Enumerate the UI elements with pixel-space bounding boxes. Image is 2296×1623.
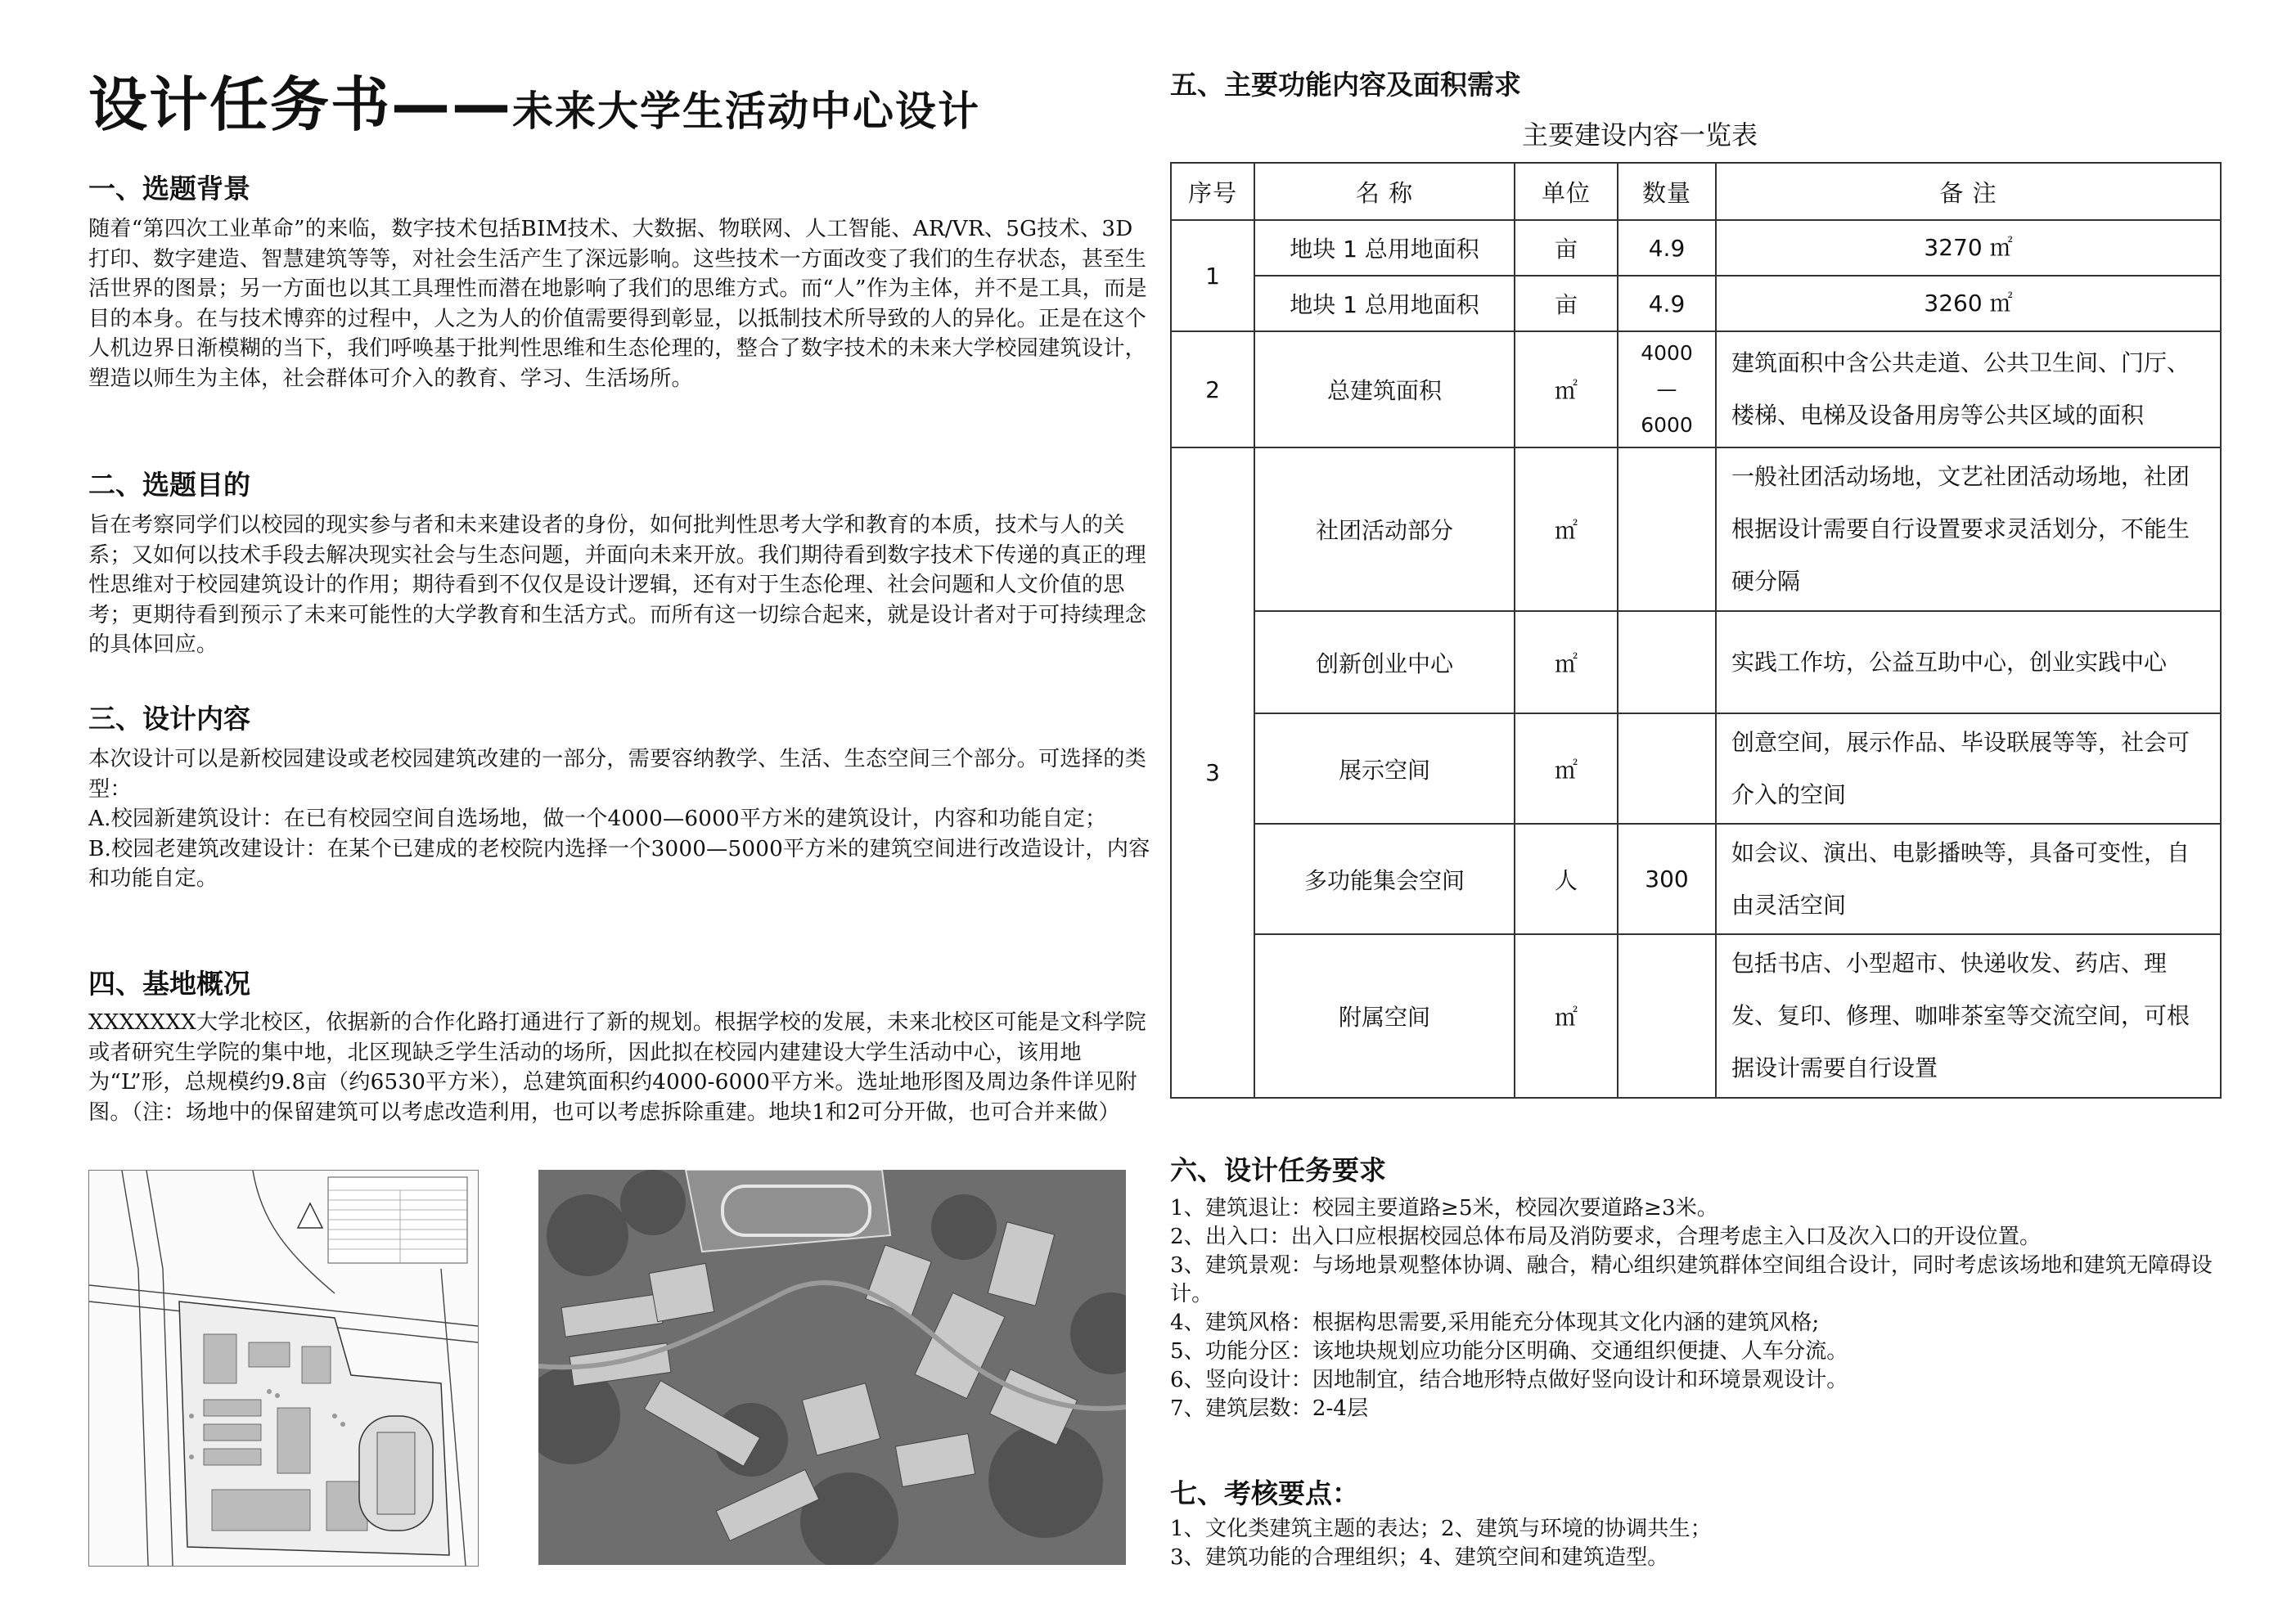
section-3-text [88,744,1152,894]
list-item: 5、功能分区：该地块规划应功能分区明确、交通组织便捷、人车分流。 [1170,1339,1848,1364]
row-unit: 亩 [1515,276,1618,331]
list-item: 3、建筑功能的合理组织；4、建筑空间和建筑造型。 [1170,1545,1669,1570]
row-qty [1618,611,1716,713]
aerial-photo-drawing [538,1170,1126,1565]
site-plan-map [88,1170,479,1567]
table-row [1171,934,2221,1098]
section-7-heading: 七、考核要点： [1170,1477,1359,1509]
row-qty: 300 [1618,824,1716,934]
row-unit: 亩 [1515,220,1618,276]
row-name: 社团活动部分 [1254,447,1515,611]
header-name: 名 称 [1254,163,1515,220]
header-unit: 单位 [1515,163,1618,220]
row-note: 3270 ㎡ [1716,220,2221,276]
title-sub: 未来大学生活动中心设计 [512,88,981,135]
section-3-heading: 三、设计内容 [88,703,250,735]
section-1-heading: 一、选题背景 [88,173,250,205]
title-main: 设计任务书—— [88,70,513,139]
site-plan-drawing [89,1171,478,1566]
row-note: 3260 ㎡ [1716,276,2221,331]
section-2-text [88,510,1152,660]
row-unit: ㎡ [1515,331,1618,447]
row-unit: ㎡ [1515,611,1618,713]
row-name: 展示空间 [1254,713,1515,824]
list-item: 4、建筑风格：根据构思需要,采用能充分体现其文化内涵的建筑风格; [1170,1311,1820,1335]
row-unit: ㎡ [1515,934,1618,1098]
row-no: 1 [1171,220,1254,331]
table-header-row [1171,163,2221,220]
row-no: 3 [1171,447,1254,1098]
section-3-option-a: A.校园新建筑设计：在已有校园空间自选场地，做一个4000—6000平方米的建筑设计，内容和功能自定； [88,807,1107,831]
table-row [1171,220,2221,276]
row-no: 2 [1171,331,1254,447]
row-unit: ㎡ [1515,447,1618,611]
row-name: 多功能集会空间 [1254,824,1515,934]
document-title [88,57,980,142]
list-item: 7、建筑层数：2-4层 [1170,1396,1369,1421]
section-1-paragraph: 随着“第四次工业革命”的来临，数字技术包括BIM技术、大数据、物联网、人工智能、AR/VR、5G技术、3D打印、数字建造、智慧建筑等等，对社会生活产生了深远影响。这些技术一方面改变了我们的生存状态，甚至生活世界的图景；另一方面也以其工具理性而潜在地影响了我们的思维方式。而“人”作为主体，并不是工具，而是目的本身。在与技术博弈的过程中，人之为人的价值需要得到彰显，以抵制技术所导致的人的异化。正是在这个人机边界日渐模糊的当下，我们呼唤基于批判性思维和生态伦理的，整合了数字技术的未来大学校园建筑设计，塑造以师生为主体，社会群体可介入的教育、学习、生活场所。 [88,217,1147,391]
row-note: 如会议、演出、电影播映等，具备可变性，自由灵活空间 [1716,824,2221,934]
row-note: 建筑面积中含公共走道、公共卫生间、门厅、楼梯、电梯及设备用房等公共区域的面积 [1716,331,2221,447]
row-qty: 4.9 [1618,276,1716,331]
row-name: 创新创业中心 [1254,611,1515,713]
header-note: 备 注 [1716,163,2221,220]
row-qty: 4000 — 6000 [1618,331,1716,447]
aerial-photo [538,1170,1126,1565]
row-name: 地块 1 总用地面积 [1254,220,1515,276]
header-qty: 数量 [1618,163,1716,220]
header-no: 序号 [1171,163,1254,220]
list-item: 1、建筑退让：校园主要道路≥5米，校园次要道路≥3米。 [1170,1196,1718,1221]
row-name: 附属空间 [1254,934,1515,1098]
section-4-text [88,1008,1152,1127]
area-requirements-table [1170,162,2222,1099]
section-3-paragraph: 本次设计可以是新校园建设或老校园建筑改建的一部分，需要容纳教学、生活、生态空间三个部分。可选择的类型： [88,747,1146,802]
table-title: 主要建设内容一览表 [1522,119,1758,151]
table-row [1171,824,2221,934]
section-2-heading: 二、选题目的 [88,469,250,501]
row-qty [1618,934,1716,1098]
table-row [1171,713,2221,824]
section-5-heading: 五、主要功能内容及面积需求 [1170,69,1521,101]
section-4-heading: 四、基地概况 [88,968,250,1000]
section-2-paragraph: 旨在考察同学们以校园的现实参与者和未来建设者的身份，如何批判性思考大学和教育的本质，技术与人的关系；又如何以技术手段去解决现实社会与生态问题，并面向未来开放。我们期待看到数字技术下传递的真正的理性思维对于校园建筑设计的作用；期待看到不仅仅是设计逻辑，还有对于生态伦理、社会问题和人文价值的思考；更期待看到预示了未来可能性的大学教育和生活方式。而所有这一切综合起来，就是设计者对于可持续理念的具体回应。 [88,513,1146,657]
section-6-list [1170,1194,2234,1423]
table-row [1171,276,2221,331]
section-6-heading: 六、设计任务要求 [1170,1154,1386,1186]
table-row [1171,331,2221,447]
row-name: 地块 1 总用地面积 [1254,276,1515,331]
row-note: 创意空间，展示作品、毕设联展等等，社会可介入的空间 [1716,713,2221,824]
list-item: 3、建筑景观：与场地景观整体协调、融合，精心组织建筑群体空间组合设计，同时考虑该场地和建筑无障碍设计。 [1170,1253,2213,1306]
section-4-paragraph: XXXXXXX大学北校区，依据新的合作化路打通进行了新的规划。根据学校的发展，未来北校区可能是文科学院或者研究生学院的集中地，北区现缺乏学生活动的场所，因此拟在校园内建建设大学生活动中心，该用地为“L”形，总规模约9.8亩（约6530平方米），总建筑面积约4000-6000平方米。选址地形图及周边条件详见附图。（注：场地中的保留建筑可以考虑改造利用，也可以考虑拆除重建。地块1和2可分开做，也可合并来做） [88,1010,1146,1125]
row-name: 总建筑面积 [1254,331,1515,447]
list-item: 6、竖向设计：因地制宜，结合地形特点做好竖向设计和环境景观设计。 [1170,1368,1848,1392]
list-item: 1、文化类建筑主题的表达；2、建筑与环境的协调共生； [1170,1517,1712,1541]
section-3-option-b: B.校园老建筑改建设计：在某个已建成的老校院内选择一个3000—5000平方米的建筑空间进行改造设计，内容和功能自定。 [88,836,1150,891]
row-note: 包括书店、小型超市、快递收发、药店、理发、复印、修理、咖啡茶室等交流空间，可根据设计需要自行设置 [1716,934,2221,1098]
row-unit: ㎡ [1515,713,1618,824]
row-note: 一般社团活动场地，文艺社团活动场地，社团根据设计需要自行设置要求灵活划分，不能生硬分隔 [1716,447,2221,611]
list-item: 2、出入口：出入口应根据校园总体布局及消防要求，合理考虑主入口及次入口的开设位置。 [1170,1225,2042,1249]
row-note: 实践工作坊，公益互助中心，创业实践中心 [1716,611,2221,713]
table-row [1171,447,2221,611]
table-row [1171,611,2221,713]
section-1-text [88,214,1152,393]
row-qty [1618,713,1716,824]
row-unit: 人 [1515,824,1618,934]
row-qty [1618,447,1716,611]
row-qty: 4.9 [1618,220,1716,276]
section-7-list [1170,1515,2234,1572]
